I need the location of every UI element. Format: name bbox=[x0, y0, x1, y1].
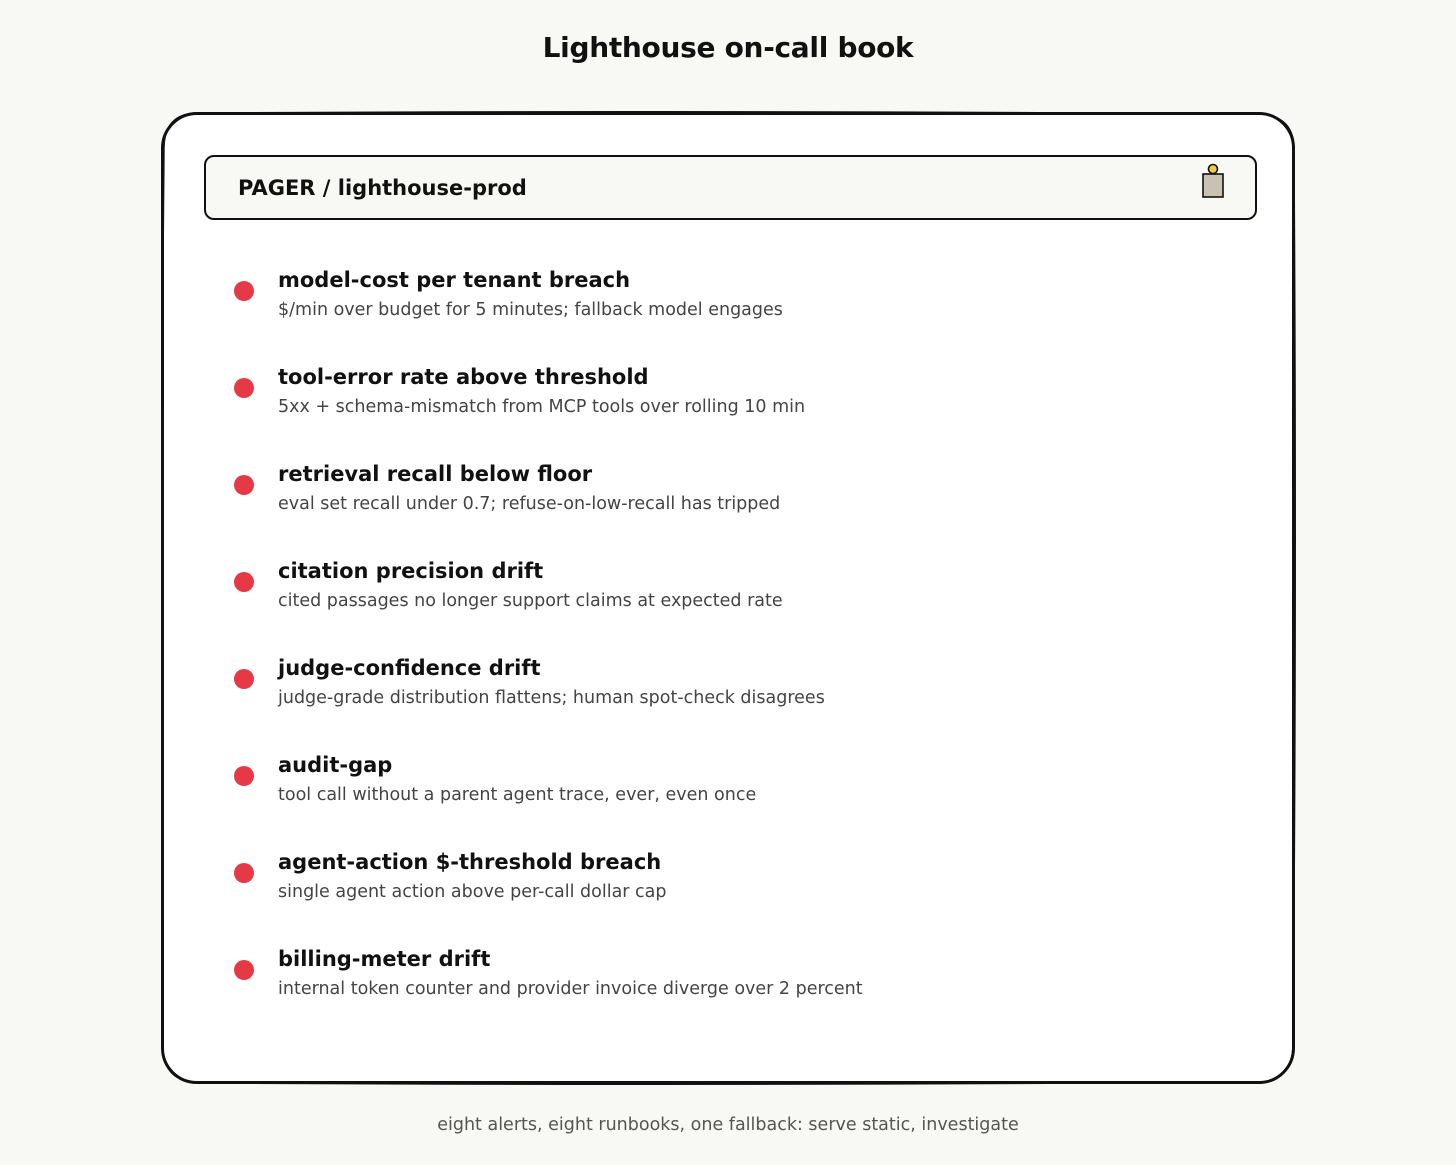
alert-item bbox=[234, 459, 863, 556]
alert-list bbox=[234, 265, 863, 1041]
alert-item bbox=[234, 653, 863, 750]
oncall-card bbox=[161, 112, 1295, 1084]
alert-title: retrieval recall below floor bbox=[278, 462, 593, 486]
alert-title: billing-meter drift bbox=[278, 947, 491, 971]
alert-dot-icon bbox=[234, 960, 254, 980]
alert-dot-icon bbox=[234, 572, 254, 592]
alert-dot-icon bbox=[234, 863, 254, 883]
alert-dot-icon bbox=[234, 281, 254, 301]
page-title: Lighthouse on-call book bbox=[542, 31, 914, 64]
alert-dot-icon bbox=[234, 378, 254, 398]
pager-header bbox=[204, 155, 1257, 220]
alert-title: tool-error rate above threshold bbox=[278, 365, 649, 389]
alert-item bbox=[234, 362, 863, 459]
alert-description: single agent action above per-call dollar cap bbox=[278, 882, 667, 902]
alert-description: eval set recall under 0.7; refuse-on-low-recall has tripped bbox=[278, 494, 781, 514]
alert-description: cited passages no longer support claims at expected rate bbox=[278, 591, 783, 611]
alert-dot-icon bbox=[234, 475, 254, 495]
alert-item bbox=[234, 265, 863, 362]
alert-title: citation precision drift bbox=[278, 559, 544, 583]
alert-title: agent-action $-threshold breach bbox=[278, 850, 662, 874]
alert-item bbox=[234, 847, 863, 944]
alert-title: model-cost per tenant breach bbox=[278, 268, 631, 292]
pager-icon bbox=[1200, 162, 1226, 200]
alert-description: $/min over budget for 5 minutes; fallback model engages bbox=[278, 300, 783, 320]
alert-description: 5xx + schema-mismatch from MCP tools over rolling 10 min bbox=[278, 397, 806, 417]
alert-item bbox=[234, 750, 863, 847]
alert-item bbox=[234, 944, 863, 1041]
footer-caption: eight alerts, eight runbooks, one fallback: serve static, investigate bbox=[437, 1115, 1019, 1135]
alert-dot-icon bbox=[234, 669, 254, 689]
alert-dot-icon bbox=[234, 766, 254, 786]
alert-description: internal token counter and provider invoice diverge over 2 percent bbox=[278, 979, 863, 999]
alert-title: judge-confidence drift bbox=[278, 656, 541, 680]
alert-description: tool call without a parent agent trace, ever, even once bbox=[278, 785, 757, 805]
alert-description: judge-grade distribution flattens; human spot-check disagrees bbox=[278, 688, 825, 708]
alert-item bbox=[234, 556, 863, 653]
alert-title: audit-gap bbox=[278, 753, 393, 777]
pager-title: PAGER / lighthouse-prod bbox=[238, 176, 527, 200]
